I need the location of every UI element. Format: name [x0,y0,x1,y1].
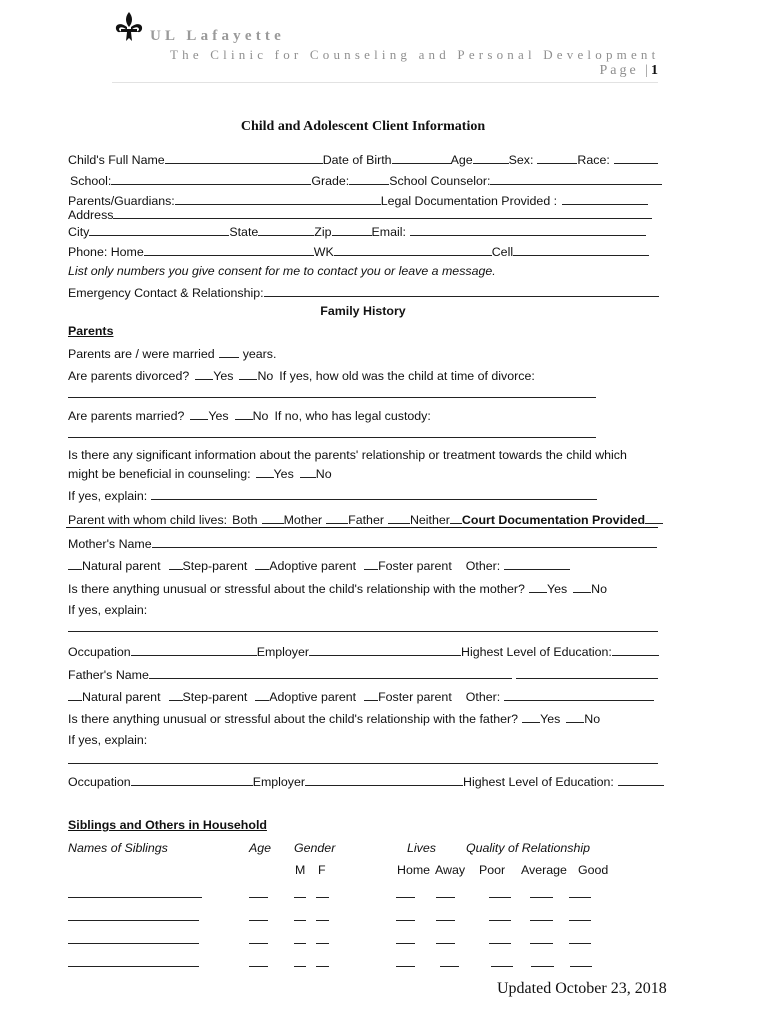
unusual-father-yes-blank[interactable] [522,710,540,723]
address-label: Address [68,208,114,222]
parents-heading: Parents [68,324,114,338]
father-explain-line[interactable] [68,763,658,764]
sibling-poor-blank[interactable] [489,897,511,898]
father-blank[interactable] [326,511,348,524]
mother-employer-field[interactable] [309,643,461,656]
significant-yes-blank[interactable] [256,465,274,478]
sibling-average-blank[interactable] [530,897,553,898]
neither-label: Neither [409,513,450,527]
row-emergency [68,284,658,301]
sibling-age-blank[interactable] [249,920,268,921]
unusual-mother-yes-blank[interactable] [529,580,547,593]
mothers-name-field[interactable] [152,535,657,548]
clinic-name: The Clinic for Counseling and Personal Development [170,47,660,62]
phone-cell-field[interactable] [513,243,649,256]
sibling-poor-blank[interactable] [491,966,513,967]
explain-field[interactable] [151,487,597,500]
significant-no-blank[interactable] [300,465,316,478]
fleur-de-lis-icon [112,10,146,44]
city-field[interactable] [89,223,229,236]
sex-field[interactable] [537,151,577,164]
col-age: Age [249,841,272,855]
siblings-heading: Siblings and Others in Household [68,818,267,832]
row-city [68,223,658,240]
sibling-good-blank[interactable] [569,943,591,944]
sibling-m-blank[interactable] [294,943,306,944]
header-divider [112,82,658,83]
form-title: Child and Adolescent Client Information [240,119,486,134]
divorced-question: Are parents divorced? [68,369,190,383]
father-natural-blank[interactable] [68,688,82,701]
sibling-away-blank[interactable] [436,897,455,898]
mother-adoptive-blank[interactable] [255,557,269,570]
parents-guardians-label: Parents/Guardians: [68,194,175,208]
row-child-info [68,151,658,168]
sub-poor: Poor [479,863,506,877]
phone-wk-field[interactable] [334,243,492,256]
unusual-mother-question: Is there anything unusual or stressful about the child's relationship with the mother? [68,582,525,596]
section-divider [66,527,658,528]
sibling-good-blank[interactable] [570,966,592,967]
sibling-name-blank[interactable] [68,966,199,967]
sibling-poor-blank[interactable] [489,943,511,944]
fathers-name-field-2[interactable] [516,666,658,679]
sibling-away-blank[interactable] [440,966,459,967]
married-no-label: No [252,409,269,423]
row-mother-type [68,557,658,574]
org-name: UL Lafayette [150,28,285,44]
row-divorced [68,367,658,384]
counselor-field[interactable] [490,172,662,185]
cell-label: Cell [491,245,514,259]
sibling-home-blank[interactable] [396,966,415,967]
mother-other-field[interactable] [504,557,570,570]
significant-no-label: No [315,467,332,481]
page-num: 1 [651,63,658,78]
sibling-age-blank[interactable] [249,943,268,944]
sibling-name-blank[interactable] [68,920,199,921]
mother-occupation-label: Occupation [68,645,131,659]
unusual-father-no-blank[interactable] [566,710,584,723]
father-other-field[interactable] [504,688,654,701]
sub-away: Away [435,863,466,877]
race-label: Race: [577,153,610,167]
sub-m: M [295,863,306,877]
unusual-father-yes-label: Yes [540,712,561,726]
sibling-away-blank[interactable] [436,943,455,944]
race-field[interactable] [614,151,658,164]
father-education-field[interactable] [618,773,664,786]
mother-natural-blank[interactable] [68,557,82,570]
row-mother-occupation [68,643,658,660]
counselor-label: School Counselor: [389,174,491,188]
mother-education-label: Highest Level of Education: [461,645,612,659]
married-yes-label: Yes [208,409,229,423]
father-education-label: Highest Level of Education: [463,775,614,789]
family-history-heading: Family History [320,304,406,318]
sibling-name-blank[interactable] [68,897,202,898]
phone-home-field[interactable] [144,243,314,256]
row-married-years [68,345,658,362]
wk-label: WK [313,245,334,259]
sibling-good-blank[interactable] [569,920,591,921]
married-years-suffix: years. [242,347,277,361]
married-followup: If no, who has legal custody: [274,409,431,423]
father-employer-field[interactable] [305,773,463,786]
age-label: Age [450,153,473,167]
father-natural-label: Natural parent [82,690,161,704]
unusual-mother-no-label: No [591,582,608,596]
explain-label: If yes, explain: [68,489,148,503]
divorced-yes-label: Yes [213,369,234,383]
row-father-type [68,688,658,705]
emergency-field[interactable] [264,284,659,297]
state-label: State [229,225,259,239]
school-label: School: [70,174,112,188]
col-names: Names of Siblings [68,841,168,855]
father-step-blank[interactable] [169,688,183,701]
married-yes-blank[interactable] [190,407,208,420]
zip-label: Zip [314,225,332,239]
state-field[interactable] [258,223,314,236]
sibling-poor-blank[interactable] [489,920,511,921]
row-unusual-mother [68,580,658,597]
zip-field[interactable] [332,223,372,236]
mother-foster-blank[interactable] [364,557,378,570]
phone-home-label: Phone: Home [68,245,144,259]
page-label: Page | [599,63,651,78]
col-lives: Lives [407,841,436,855]
divorced-followup: If yes, how old was the child at time of divorce: [279,369,535,383]
updated-date: Updated October 23, 2018 [497,980,667,997]
sibling-m-blank[interactable] [294,920,306,921]
mother-education-field[interactable] [612,643,659,656]
sibling-age-blank[interactable] [249,966,268,967]
sibling-f-blank[interactable] [316,943,329,944]
consent-note: List only numbers you give consent for me to contact you or leave a message. [68,264,496,278]
sub-home: Home [397,863,431,877]
father-adoptive-blank[interactable] [255,688,269,701]
married-years-label: Parents are / were married [68,347,215,361]
mother-other-label: Other: [465,559,501,573]
legal-doc-label: Legal Documentation Provided : [380,194,558,208]
row-school [68,172,658,189]
sub-f: F [318,863,326,877]
sibling-home-blank[interactable] [396,897,415,898]
row-explain-1 [68,487,658,504]
row-phone [68,243,658,260]
father-employer-label: Employer [252,775,306,789]
sibling-average-blank[interactable] [530,920,553,921]
sibling-name-blank[interactable] [68,943,199,944]
school-field[interactable] [111,172,311,185]
father-other-label: Other: [465,690,501,704]
city-label: City [68,225,90,239]
divorced-no-blank[interactable] [239,367,257,380]
page-header [0,0,770,90]
sibling-f-blank[interactable] [316,920,329,921]
child-name-field[interactable] [165,151,323,164]
neither-blank[interactable] [388,511,410,524]
row-significant [68,465,658,482]
age-field[interactable] [473,151,509,164]
court-doc-blank[interactable] [450,511,462,524]
mother-explain-label: If yes, explain: [68,603,148,617]
sibling-m-blank[interactable] [294,897,306,898]
row-father-occupation [68,773,658,790]
father-foster-blank[interactable] [364,688,378,701]
father-occupation-field[interactable] [131,773,253,786]
child-name-label: Child's Full Name [68,153,165,167]
mother-natural-label: Natural parent [82,559,161,573]
grade-field[interactable] [349,172,389,185]
divorced-answer-line[interactable] [68,397,596,398]
married-no-blank[interactable] [235,407,253,420]
married-years-field[interactable] [219,345,239,358]
significant-yes-label: Yes [273,467,294,481]
sex-label: Sex: [508,153,534,167]
address-field[interactable] [113,206,652,219]
sibling-average-blank[interactable] [530,943,553,944]
mother-foster-label: Foster parent [378,559,452,573]
unusual-father-no-label: No [584,712,601,726]
father-explain-label: If yes, explain: [68,733,148,747]
sub-average: Average [521,863,567,877]
sibling-f-blank[interactable] [316,897,329,898]
lives-with-label: Parent with whom child lives: [68,513,228,527]
court-doc-label: Court Documentation Provided [461,513,646,527]
sibling-away-blank[interactable] [436,920,455,921]
legal-doc-field[interactable] [562,192,648,205]
mother-blank[interactable] [262,511,284,524]
email-label: Email: [371,225,406,239]
row-mothers-name [68,535,658,552]
row-married [68,407,658,424]
sibling-average-blank[interactable] [531,966,554,967]
col-gender: Gender [294,841,336,855]
sub-good: Good [578,863,609,877]
mother-step-label: Step-parent [182,559,248,573]
both-label: Both [232,513,258,527]
mother-label: Mother [283,513,323,527]
father-foster-label: Foster parent [378,690,452,704]
married-question: Are parents married? [68,409,185,423]
row-fathers-name [68,666,658,683]
parents-guardians-field[interactable] [175,192,381,205]
row-address [68,206,658,223]
row-lives-with [68,511,658,528]
father-label: Father [348,513,384,527]
row-unusual-father [68,710,658,727]
dob-field[interactable] [392,151,451,164]
sibling-f-blank[interactable] [316,966,329,967]
fathers-name-field[interactable] [149,666,512,679]
court-doc-end-blank[interactable] [645,511,663,524]
father-step-label: Step-parent [182,690,248,704]
col-quality: Quality of Relationship [466,841,590,855]
sibling-good-blank[interactable] [569,897,591,898]
mothers-name-label: Mother's Name [68,537,152,551]
grade-label: Grade: [311,174,350,188]
dob-label: Date of Birth [322,153,392,167]
father-occupation-label: Occupation [68,775,131,789]
significant-line-2: might be beneficial in counseling: [68,467,251,481]
divorced-no-label: No [257,369,274,383]
divorced-yes-blank[interactable] [195,367,213,380]
unusual-mother-no-blank[interactable] [573,580,591,593]
unusual-father-question: Is there anything unusual or stressful about the child's relationship with the father? [68,712,519,726]
sibling-m-blank[interactable] [294,966,306,967]
mother-occupation-field[interactable] [131,643,257,656]
significant-line-1: Is there any significant information about the parents' relationship or treatment towards the child which [68,448,627,462]
sibling-age-blank[interactable] [249,897,268,898]
mother-explain-line[interactable] [68,631,658,632]
emergency-label: Emergency Contact & Relationship: [68,286,264,300]
custody-answer-line[interactable] [68,437,596,438]
email-field[interactable] [410,223,646,236]
fathers-name-label: Father's Name [68,668,149,682]
page-number [599,63,658,79]
unusual-mother-yes-label: Yes [546,582,568,596]
sibling-home-blank[interactable] [396,920,415,921]
mother-step-blank[interactable] [169,557,183,570]
father-adoptive-label: Adoptive parent [269,690,357,704]
sibling-home-blank[interactable] [396,943,415,944]
mother-employer-label: Employer [256,645,310,659]
mother-adoptive-label: Adoptive parent [269,559,357,573]
